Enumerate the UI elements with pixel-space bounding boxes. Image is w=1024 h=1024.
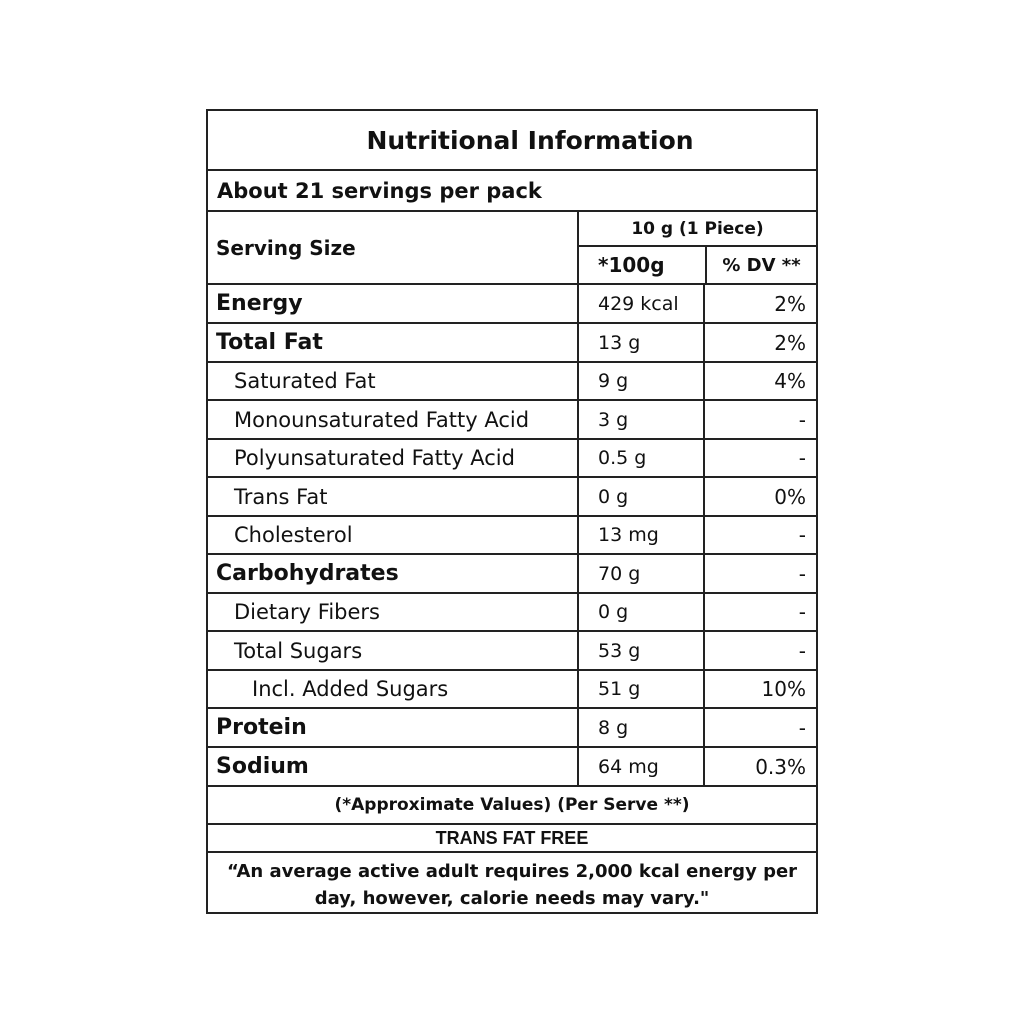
nutrient-dv: 10%	[703, 671, 816, 707]
nutrient-row-cholesterol	[208, 517, 816, 555]
nutrient-dv: -	[703, 632, 816, 669]
footnote-row	[208, 787, 816, 825]
nutrient-row-total-fat	[208, 324, 816, 363]
serving-size-columns	[577, 212, 816, 283]
nutrient-name: Polyunsaturated Fatty Acid	[234, 446, 515, 470]
nutrient-name: Monounsaturated Fatty Acid	[234, 407, 530, 432]
nutrient-dv: 2%	[703, 285, 816, 322]
nutrient-name: Carbohydrates	[216, 561, 399, 586]
nutrient-dv: 4%	[703, 363, 816, 399]
nutrient-amount: 429 kcal	[577, 285, 703, 322]
nutrient-row-pufa	[208, 440, 816, 478]
nutrient-amount: 9 g	[577, 363, 703, 399]
nutrient-amount: 64 mg	[577, 748, 703, 785]
nutrient-dv: 0%	[703, 478, 816, 515]
nutrient-amount: 70 g	[577, 555, 703, 592]
calorie-disclaimer: “An average active adult requires 2,000 kcal energy per day, however, calorie needs may vary."	[226, 861, 798, 909]
approximate-values-note: (*Approximate Values) (Per Serve **)	[334, 795, 690, 815]
servings-per-pack: About 21 servings per pack	[217, 178, 542, 203]
nutrient-name: Sodium	[216, 754, 309, 779]
nutrient-dv: -	[703, 440, 816, 476]
nutrient-amount: 13 g	[577, 324, 703, 361]
nutrient-row-trans-fat	[208, 478, 816, 517]
nutrient-amount: 13 mg	[577, 517, 703, 553]
nutrient-dv: -	[703, 517, 816, 553]
nutrition-label	[206, 109, 818, 914]
nutrient-name: Saturated Fat	[234, 369, 376, 393]
nutrient-amount: 53 g	[577, 632, 703, 669]
nutrient-row-mufa	[208, 401, 816, 440]
nutrient-dv: 0.3%	[703, 748, 816, 785]
nutrient-dv: -	[703, 709, 816, 746]
serving-size-row	[208, 212, 816, 285]
nutrient-row-total-sugars	[208, 632, 816, 671]
nutrient-amount: 3 g	[577, 401, 703, 438]
trans-fat-free-claim: TRANS FAT FREE	[435, 827, 589, 848]
nutrient-name: Cholesterol	[234, 523, 353, 547]
nutrient-amount: 8 g	[577, 709, 703, 746]
nutrient-amount: 51 g	[577, 671, 703, 707]
nutrient-name: Dietary Fibers	[234, 600, 380, 624]
nutrient-dv: -	[703, 555, 816, 592]
nutrient-row-carbohydrates	[208, 555, 816, 594]
serving-size-label: Serving Size	[216, 235, 356, 260]
nutrient-row-energy	[208, 285, 816, 324]
title-row	[208, 111, 816, 171]
disclaimer-row	[208, 853, 816, 912]
nutrient-dv: -	[703, 401, 816, 438]
nutrient-name: Energy	[216, 291, 303, 316]
nutrient-name: Incl. Added Sugars	[252, 677, 449, 701]
nutrient-amount: 0 g	[577, 478, 703, 515]
nutrient-name: Trans Fat	[234, 484, 328, 509]
nutrient-row-sodium	[208, 748, 816, 787]
nutrient-name: Protein	[216, 715, 307, 740]
nutrient-name: Total Fat	[216, 330, 323, 355]
nutrient-row-added-sugars	[208, 671, 816, 709]
nutrient-dv: 2%	[703, 324, 816, 361]
nutrient-row-protein	[208, 709, 816, 748]
nutrient-row-dietary-fibers	[208, 594, 816, 632]
serving-portion: 10 g (1 Piece)	[579, 212, 816, 247]
servings-row	[208, 171, 816, 212]
nutrient-amount: 0.5 g	[577, 440, 703, 476]
nutrient-row-saturated-fat	[208, 363, 816, 401]
nutrient-dv: -	[703, 594, 816, 630]
dv-column-header: % DV **	[705, 247, 816, 283]
trans-fat-free-row	[208, 825, 816, 853]
nutrient-name: Total Sugars	[234, 638, 363, 663]
amount-column-header: *100g	[598, 253, 665, 277]
nutrient-amount: 0 g	[577, 594, 703, 630]
label-title: Nutritional Information	[366, 125, 694, 155]
